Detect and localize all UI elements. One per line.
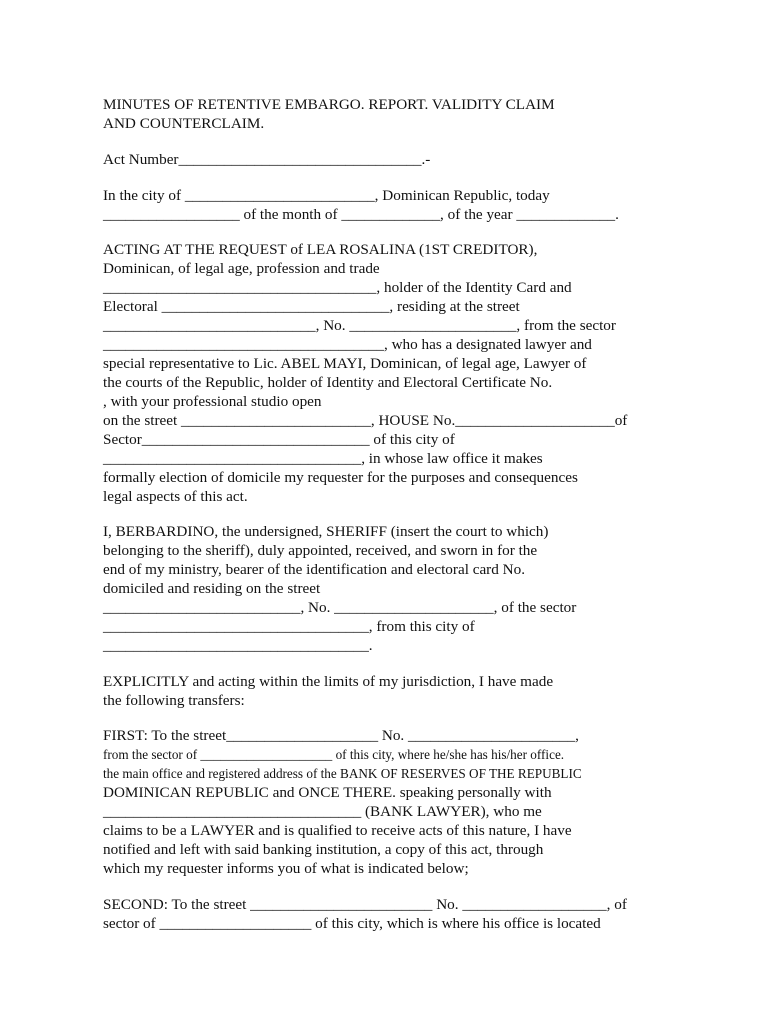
request-paragraph-line-3: ____________________________________, holder of the Identity Card and — [103, 279, 572, 296]
city-date-line-1: In the city of _________________________, Dominican Republic, today — [103, 187, 550, 204]
first-transfer-line-5: __________________________________ (BANK LAWYER), who me — [103, 803, 542, 820]
second-transfer-line-1: SECOND: To the street ________________________ No. ___________________, of — [103, 896, 627, 913]
request-paragraph-line-7: special representative to Lic. ABEL MAYI, Dominican, of legal age, Lawyer of — [103, 355, 587, 372]
second-transfer-line-2: sector of ____________________ of this city, which is where his office is located — [103, 915, 601, 932]
request-paragraph-line-11: Sector______________________________ of this city of — [103, 431, 455, 448]
request-paragraph-line-5: ____________________________, No. ______________________, from the sector — [103, 317, 616, 334]
request-paragraph-line-12: __________________________________, in whose law office it makes — [103, 450, 543, 467]
first-transfer-line-2: from the sector of ____________________ of this city, where he/she has his/her office. — [103, 747, 565, 762]
first-transfer-line-8: which my requester informs you of what is indicated below; — [103, 860, 469, 877]
act-number-line: Act Number________________________________.- — [103, 151, 431, 168]
request-paragraph-line-9: , with your professional studio open — [103, 393, 322, 410]
sheriff-paragraph-line-1: I, BERBARDINO, the undersigned, SHERIFF (insert the court to which) — [103, 523, 549, 540]
sheriff-paragraph-line-6: ___________________________________, from this city of — [103, 618, 475, 635]
request-paragraph-line-10: on the street _________________________, HOUSE No._____________________of — [103, 412, 628, 429]
first-transfer-line-6: claims to be a LAWYER and is qualified to receive acts of this nature, I have — [103, 822, 572, 839]
request-paragraph-line-6: _____________________________________, who has a designated lawyer and — [103, 336, 592, 353]
request-paragraph-line-2: Dominican, of legal age, profession and trade — [103, 260, 380, 277]
request-paragraph-line-13: formally election of domicile my requester for the purposes and consequences — [103, 469, 578, 486]
request-paragraph-line-14: legal aspects of this act. — [103, 488, 248, 505]
sheriff-paragraph-line-2: belonging to the sheriff), duly appointed, received, and sworn in for the — [103, 542, 538, 559]
first-transfer-line-4: DOMINICAN REPUBLIC and ONCE THERE. speaking personally with — [103, 784, 552, 801]
first-transfer-line-7: notified and left with said banking institution, a copy of this act, through — [103, 841, 544, 858]
document-title-line-1: MINUTES OF RETENTIVE EMBARGO. REPORT. VALIDITY CLAIM — [103, 96, 555, 113]
document-title-line-2: AND COUNTERCLAIM. — [103, 115, 265, 132]
sheriff-paragraph-line-4: domiciled and residing on the street — [103, 580, 321, 597]
first-transfer-line-1: FIRST: To the street____________________ No. ______________________, — [103, 727, 579, 744]
sheriff-paragraph-line-5: __________________________, No. _____________________, of the sector — [103, 599, 577, 616]
explicitly-paragraph-line-1: EXPLICITLY and acting within the limits of my jurisdiction, I have made — [103, 673, 554, 690]
sheriff-paragraph-line-7: ___________________________________. — [103, 637, 373, 654]
request-paragraph-line-1: ACTING AT THE REQUEST of LEA ROSALINA (1ST CREDITOR), — [103, 241, 538, 258]
city-date-line-2: __________________ of the month of _____________, of the year _____________. — [103, 206, 619, 223]
first-transfer-line-3: the main office and registered address of the BANK OF RESERVES OF THE REPUBLIC — [103, 766, 582, 781]
request-paragraph-line-8: the courts of the Republic, holder of Identity and Electoral Certificate No. — [103, 374, 553, 391]
sheriff-paragraph-line-3: end of my ministry, bearer of the identification and electoral card No. — [103, 561, 525, 578]
request-paragraph-line-4: Electoral ______________________________, residing at the street — [103, 298, 520, 315]
explicitly-paragraph-line-2: the following transfers: — [103, 692, 245, 709]
